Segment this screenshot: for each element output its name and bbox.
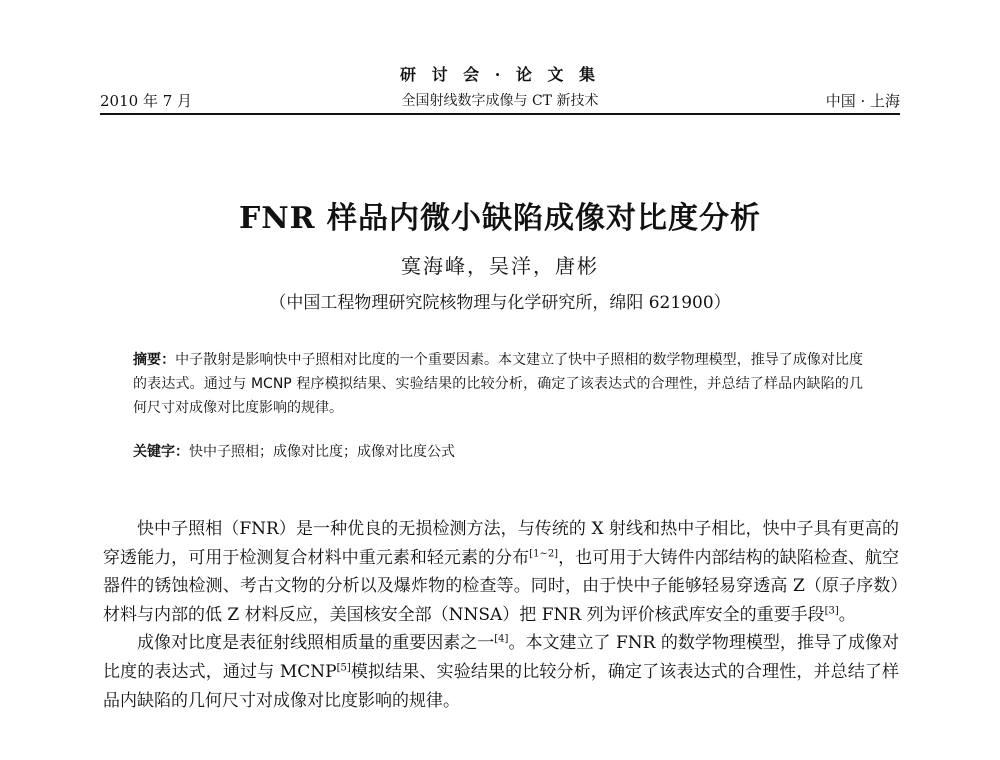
abstract-label: 摘要： (133, 352, 176, 368)
keywords-label: 关键字： (133, 444, 189, 460)
paper-authors: 寞海峰，吴洋，唐彬 (401, 254, 599, 278)
body-paragraph-1 (103, 515, 899, 629)
body-p2-text-c: 模拟结果、实验结果的比较分析，确定了该表达式的合理性，并总结了样品内缺陷的几何尺寸对成像对比度影响的规律。 (103, 661, 899, 711)
citation-ref: [3] (824, 605, 839, 617)
citation-ref: [1~2] (529, 547, 559, 559)
header-conference: 全国射线数字成像与 CT 新技术 (401, 93, 599, 109)
body-p2-text-a: 成像对比度是表征射线照相质量的重要因素之一 (137, 633, 495, 654)
body-paragraph-2 (103, 629, 899, 715)
body-p2-text-b: 。本文建立了 FNR 的数学物理模型，推导了成像对比度的表达式，通过与 MCNP (103, 633, 900, 682)
paper-affiliation: （中国工程物理研究院核物理与化学研究所，绵阳 621900） (269, 293, 731, 313)
abstract (133, 348, 863, 420)
header-rule (100, 113, 900, 115)
paper-title: FNR 样品内微小缺陷成像对比度分析 (238, 201, 762, 236)
citation-ref: [4] (494, 633, 509, 645)
header-location: 中国 · 上海 (825, 92, 900, 110)
page-header (100, 60, 900, 115)
header-symposium: 研 讨 会 · 论 文 集 (400, 65, 600, 84)
keywords (133, 440, 863, 464)
body-p1-text-b: ，也可用于大铸件内部结构的缺陷检查、航空器件的锈蚀检测、考古文物的分析以及爆炸物的检查等。同时，由于快中子能够轻易穿透高 Z（原子序数）材料与内部的低 Z 材料反应，美国核安全部（NNSA）把 FNR 列为评价核武库安全的重要手段 (103, 547, 900, 625)
keywords-text: 快中子照相；成像对比度；成像对比度公式 (189, 444, 455, 460)
abstract-text: 中子散射是影响快中子照相对比度的一个重要因素。本文建立了快中子照相的数学物理模型，推导了成像对比度的表达式。通过与 MCNP 程序模拟结果、实验结果的比较分析，确定了该表达式的合理性，并总结了样品内缺陷的几何尺寸对成像对比度影响的规律。 (133, 352, 864, 416)
header-date: 2010 年 7 月 (100, 92, 193, 110)
body-p1-text-c: 。 (838, 604, 856, 625)
body-p1-text-a: 快中子照相（FNR）是一种优良的无损检测方法，与传统的 X 射线和热中子相比，快中子具有更高的穿透能力，可用于检测复合材料中重元素和轻元素的分布 (103, 519, 899, 568)
header-center (100, 62, 900, 110)
citation-ref: [5] (336, 662, 351, 674)
body-text (103, 515, 899, 715)
